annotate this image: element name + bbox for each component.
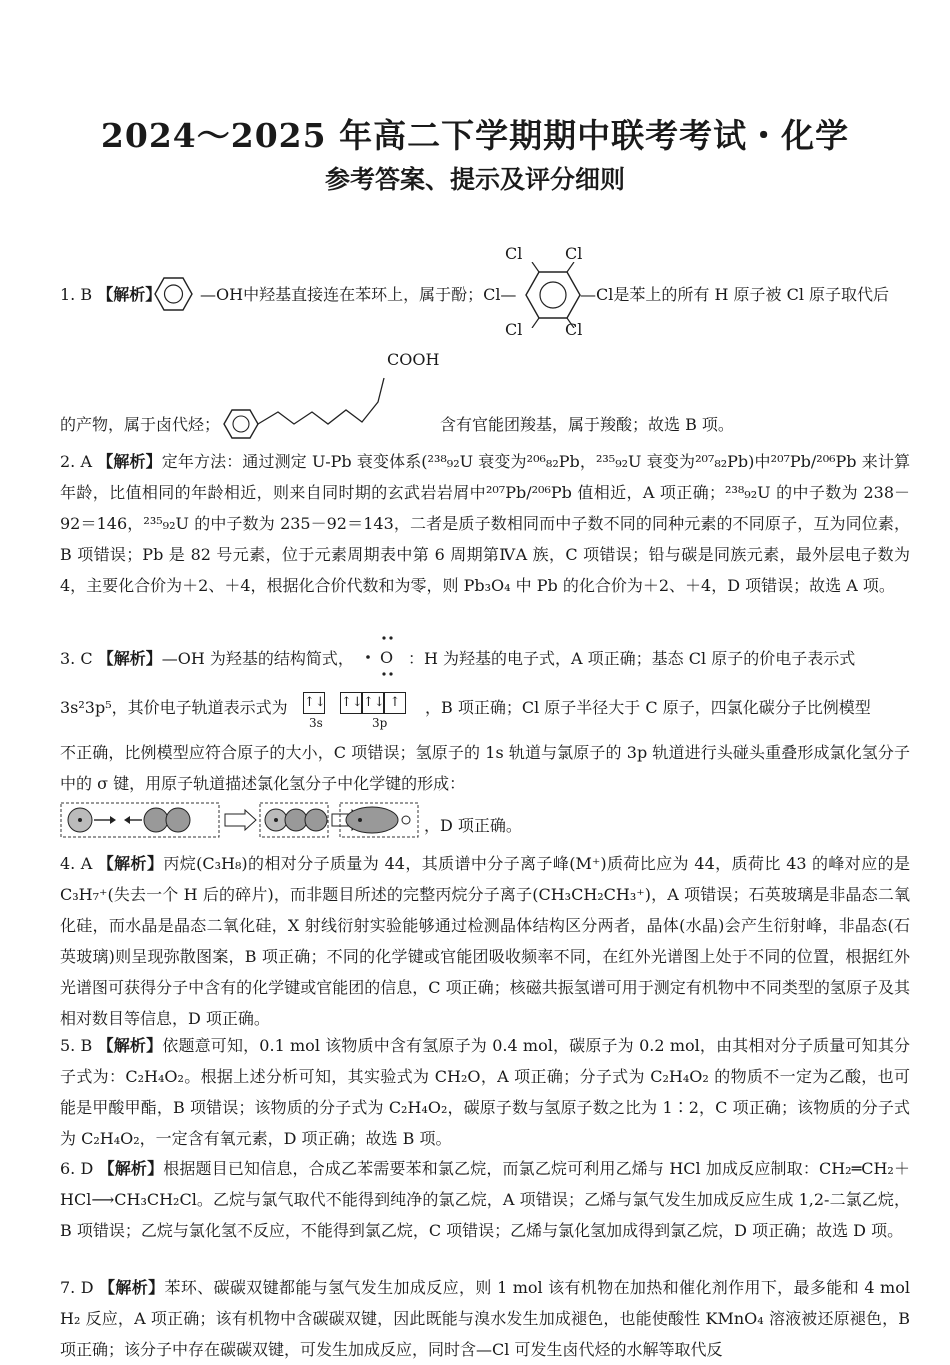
q1-text-2a: 的产物，属于卤代烃； [60,415,221,434]
q6-text: 根据题目已知信息，合成乙苯需要苯和氯乙烷，而氯乙烷可利用乙烯与 HCl 加成反应制取：CH₂═CH₂＋HCl⟶CH₃CH₂Cl。乙烷与氯气取代不能得到纯净的氯乙烷，A 项错误；乙烯与氯气发生加成反应生成 1,2-二氯乙烷，B 项错误；乙烷与氯化氢不反应，不能得到氯乙烷，C 项错误；乙烯与氯化氢加成得到氯乙烷，D 项正确；故选 D 项。 [60,1159,910,1240]
orbital-3p-1: ↑↓ [340,692,362,714]
q6-analysis-tag: 【解析】 [98,1159,164,1178]
hexachlorobenzene-ring [520,262,586,328]
hcl-orbital-overlap-diagram [60,801,420,841]
q5-paragraph [60,1030,910,1154]
q7-analysis-tag: 【解析】 [99,1278,165,1297]
q3-text-2b: ，B 项正确；Cl 原子半径大于 C 原子，四氯化碳分子比例模型 [425,698,871,717]
phenol-benzene-ring [145,274,203,314]
page-subtitle: 参考答案、提示及评分细则 [324,165,625,194]
q7-number: 7. D [60,1278,94,1297]
q6-number: 6. D [60,1159,94,1178]
q2-analysis-tag: 【解析】 [97,452,162,471]
q2-number: 2. A [60,452,93,471]
orbital-3s-box [303,692,325,714]
orbital-3p-boxes [340,692,406,714]
q4-text: 丙烷(C₃H₈)的相对分子质量为 44，其质谱中分子离子峰(M⁺)质荷比应为 44，质荷比 43 的峰对应的是 C₃H₇⁺(失去一个 H 后的碎片)，而非题目所述的完整丙烷分子离子(CH₃CH₂CH₃⁺)，A 项错误；石英玻璃是非晶态二氧化硅，而水晶是晶态二氧化硅，X 射线衍射实验能够通过检测晶体结构区分两者，晶体(水晶)会产生衍射峰，非晶态(石英玻璃)则呈现弥散图案，B 项正确；不同的化学键或官能团吸收频率不同，在红外光谱图上处于不同的位置，根据红外光谱图可获得分子中含有的化学键或官能团的信息，C 项正确；核磁共振氢谱可用于测定有机物中不同类型的氢原子及其相对数目等信息，D 项正确。 [60,854,910,1028]
q4-number: 4. A [60,854,93,873]
q5-analysis-tag: 【解析】 [97,1036,163,1055]
q3-text-1b: ：H 为羟基的电子式，A 项正确；基态 Cl 原子的价电子表示式 [408,649,856,668]
cl-label-top-left: Cl [505,244,523,263]
q3-line1 [60,646,354,669]
orbital-3s-label: 3s [309,716,323,730]
q3-text-2: 3s²3p⁵，其价电子轨道表示式为 [60,698,288,717]
q1-text-2b: 含有官能团羧基，属于羧酸；故选 B 项。 [440,415,734,434]
q3-text-1: —OH 为羟基的结构简式， [161,649,354,668]
orbital-3p-3: ↑ [384,692,406,714]
orbital-3s-paired: ↑↓ [303,692,325,714]
cl-label-bottom-left: Cl [505,320,523,339]
cl-label-top-right: Cl [565,244,583,263]
q6-paragraph [60,1153,910,1246]
q7-text: 苯环、碳碳双键都能与氢气发生加成反应，则 1 mol 该有机物在加热和催化剂作用下，最多能和 4 mol H₂ 反应，A 项正确；该有机物中含碳碳双键，因此既能与溴水发生加成褪色，也能使酸性 KMnO₄ 溶液被还原褪色，B 项正确；该分子中存在碳碳双键，可发生加成反应，同时含—Cl 可发生卤代烃的水解等取代反 [60,1278,910,1359]
q2-text: 定年方法：通过测定 U-Pb 衰变体系(²³⁸₉₂U 衰变为²⁰⁶₈₂Pb，²³⁵₉₂U 衰变为²⁰⁷₈₂Pb)中²⁰⁷Pb/²⁰⁶Pb 来计算年龄，比值相同的年龄相近，则来自同时期的玄武岩岩屑中²⁰⁷Pb/²⁰⁶Pb 值相近，A 项正确；²³⁸₉₂U 的中子数为 238－92＝146，²³⁵₉₂U 的中子数为 235－92＝143，二者是质子数相同而中子数不同的同种元素的不同原子，互为同位素，B 项错误；Pb 是 82 号元素，位于元素周期表中第 6 周期第ⅣA 族，C 项错误；铅与碳是同族元素，最外层电子数为 4，主要化合价为＋2、＋4，根据化合价代数和为零，则 Pb₃O₄ 中 Pb 的化合价为＋2、＋4，D 项错误；故选 A 项。 [60,452,910,595]
q3-analysis-tag: 【解析】 [97,649,162,668]
orbital-3p-label: 3p [372,716,388,730]
orbital-3p-2: ↑↓ [362,692,384,714]
svg-text:O: O [380,648,394,667]
q3-text-3: 不正确，比例模型应符合原子的大小，C 项错误；氢原子的 1s 轨道与氯原子的 3p 轨道进行头碰头重叠形成氯化氢分子中的 σ 键，用原子轨道描述氯化氢分子中化学键的形成： [60,743,910,793]
q1-analysis-tag: 【解析】 [97,285,162,304]
q1-text-oh: —OH中羟基直接连在苯环上，属于酚；Cl— [200,285,517,304]
q5-text: 依题意可知，0.1 mol 该物质中含有氢原子为 0.4 mol，碳原子为 0.2 mol，由其相对分子质量可知其分子式为：C₂H₄O₂。根据上述分析可知，其实验式为 CH₂O，A 项正确；分子式为 C₂H₄O₂ 的物质不一定为乙酸，也可能是甲酸甲酯，B 项错误；该物质的分子式为 C₂H₄O₂，碳原子数与氢原子数之比为 1∶2，C 项正确；该物质的分子式为 C₂H₄O₂，一定含有氧元素，D 项正确；故选 B 项。 [60,1036,910,1148]
q7-paragraph [60,1272,910,1365]
cl-label-bottom-right: Cl [565,320,583,339]
page-title: 2024～2025 年高二下学期期中联考考试・化学 [100,116,850,155]
q1-text-cl: —Cl是苯上的所有 H 原子被 Cl 原子取代后 [580,285,890,304]
q3-number: 3. C [60,649,93,668]
q5-number: 5. B [60,1036,93,1055]
q1-number: 1. B [60,285,93,304]
q4-paragraph [60,848,910,1034]
q4-analysis-tag: 【解析】 [97,854,164,873]
cooh-label: COOH [387,350,440,369]
q2-paragraph [60,446,910,601]
q3-text-4: ，D 项正确。 [424,816,522,835]
phenyl-octanoic-acid-structure [220,372,420,442]
